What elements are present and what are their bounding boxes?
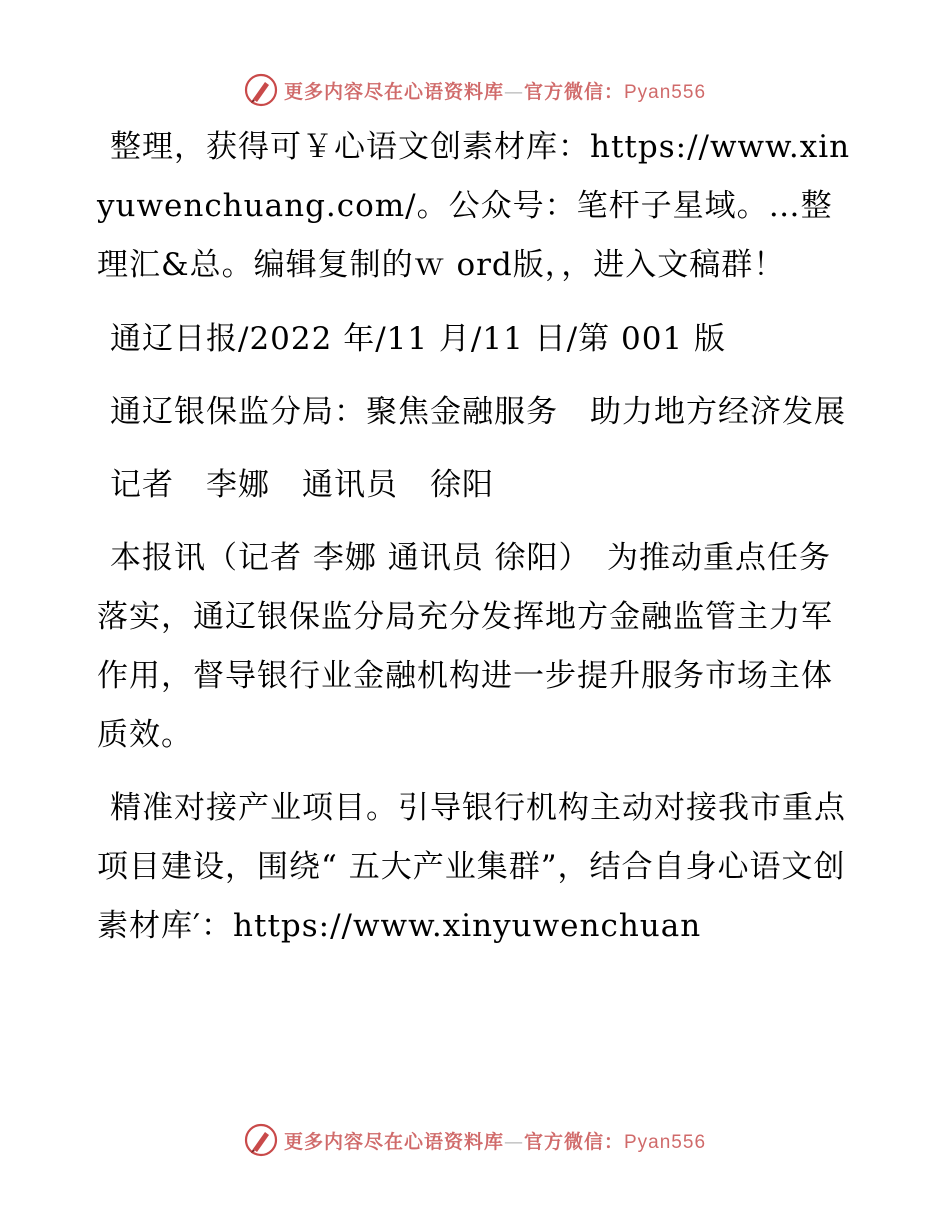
pen-logo-icon xyxy=(244,73,278,107)
watermark-text: 更多内容尽在心语资料库—官方微信：Pyan556 xyxy=(283,1130,707,1153)
body-paragraph: 精准对接产业项目。引导银行机构主动对接我市重点项目建设，围绕“ 五大产业集群”，结合自身心语文创素材库′：https://www.xinyuwenchuan xyxy=(97,790,846,944)
lead-paragraph: 本报讯（记者 李娜 通讯员 徐阳） 为推动重点任务落实，通辽银保监分局充分发挥地方金融监管主力军作用，督导银行业金融机构进一步提升服务市场主体质效。 xyxy=(97,540,833,753)
header-watermark xyxy=(0,72,950,108)
article-title: 通辽银保监分局：聚焦金融服务 助力地方经济发展 xyxy=(110,394,846,430)
intro-paragraph: 整理，获得可￥心语文创素材库：https://www.xinyuwenchuang.com/。公众号：笔杆子星域。…整理汇&总。编辑复制的ｗ ord版，，进入文稿群！ xyxy=(97,129,851,283)
newspaper-source-line: 通辽日报/2022 年/11 月/11 日/第 001 版 xyxy=(110,321,727,357)
pen-logo-icon xyxy=(244,1123,278,1157)
byline: 记者 李娜 通讯员 徐阳 xyxy=(110,467,494,503)
watermark-text: 更多内容尽在心语资料库—官方微信：Pyan556 xyxy=(283,80,707,103)
footer-watermark xyxy=(0,1122,950,1158)
document-body xyxy=(97,118,857,956)
